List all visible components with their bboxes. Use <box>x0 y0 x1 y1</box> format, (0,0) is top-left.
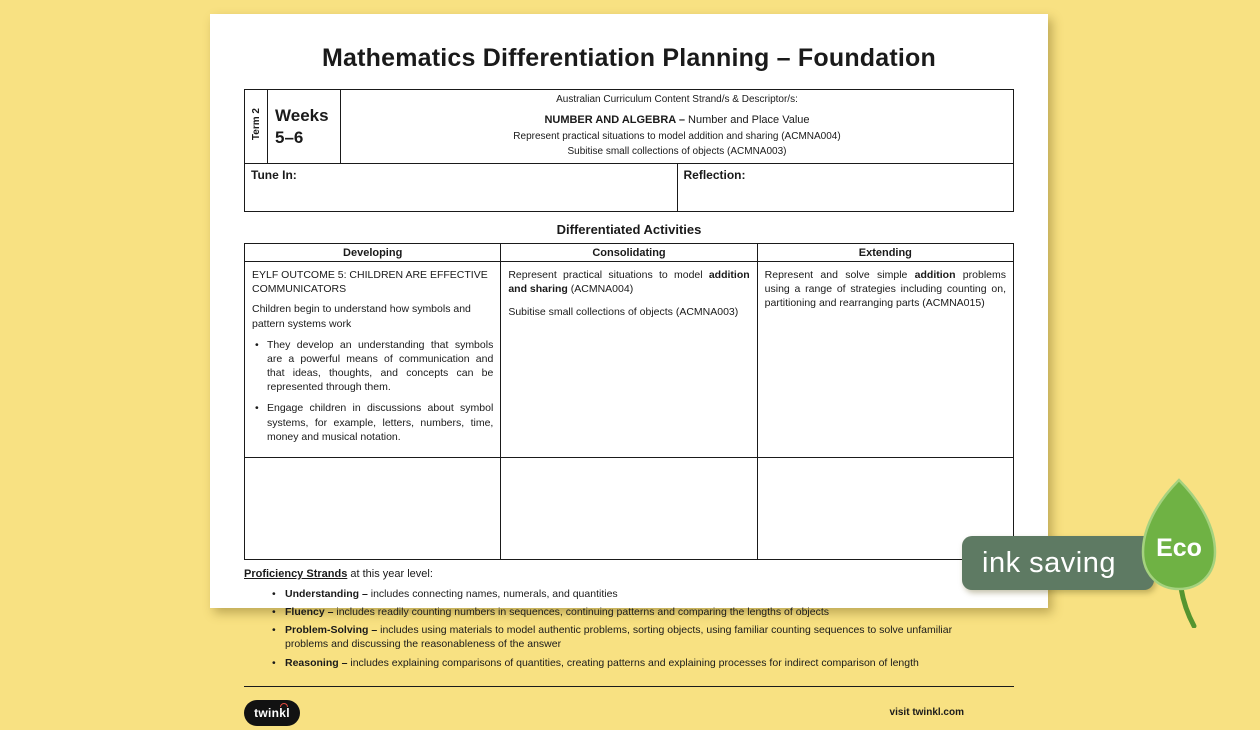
twinkl-logo-text: twinkl <box>254 705 290 720</box>
developing-cell <box>245 262 501 458</box>
extending-cell <box>757 262 1013 458</box>
consolidating-p1-bold: addition and sharing <box>508 269 750 296</box>
problem-solving-bold: Problem-Solving – <box>285 624 378 637</box>
twinkl-logo <box>244 700 300 726</box>
reflection-label: Reflection: <box>683 168 746 182</box>
curriculum-descriptor-2: Subitise small collections of objects (ACMNA003) <box>567 145 787 157</box>
worksheet-page <box>210 14 1048 720</box>
page-title: Mathematics Differentiation Planning – Foundation <box>322 44 936 72</box>
understanding-rest: includes connecting names, numerals, and quantities <box>367 587 618 600</box>
proficiency-strands-section <box>244 560 1014 687</box>
proficiency-bullet-fluency <box>272 605 987 619</box>
activities-header-row <box>245 244 1014 262</box>
eco-leaf-icon <box>1136 476 1222 628</box>
strand-rest: Number and Place Value <box>685 114 810 126</box>
proficiency-bullet-understanding <box>272 587 987 601</box>
reasoning-bold: Reasoning – <box>285 656 348 669</box>
developing-intro: Children begin to understand how symbols and pattern systems work <box>252 303 471 330</box>
column-header-extending: Extending <box>757 244 1013 262</box>
proficiency-bullet-list <box>272 587 987 670</box>
ink-saving-label: ink saving <box>982 546 1116 579</box>
extending-paragraph-1 <box>765 268 1006 311</box>
proficiency-label-bold: Proficiency Strands <box>244 567 348 580</box>
reflection-cell <box>677 164 1014 212</box>
consolidating-paragraph-1 <box>508 268 749 296</box>
reasoning-rest: includes explaining comparisons of quantities, creating patterns and explaining processes for indirect comparison of length <box>347 656 919 669</box>
consolidating-p1-pre: Represent practical situations to model <box>508 269 709 281</box>
developing-empty-cell <box>245 457 501 559</box>
page-footer <box>244 696 1014 730</box>
problem-solving-rest: includes using materials to model authentic problems, sorting objects, using familiar counting sequences to solve unfamiliar problems and discussing the reasonableness of the answer <box>285 624 953 651</box>
weeks-label-line1: Weeks <box>275 106 329 126</box>
proficiency-bullet-reasoning <box>272 656 987 670</box>
understanding-bold: Understanding – <box>285 587 368 600</box>
proficiency-strands-label <box>244 568 1014 580</box>
weeks-cell <box>268 90 341 164</box>
extending-p1-post: problems using a range of strategies including counting on, partitioning and rearranging parts (ACMNA015) <box>764 269 1006 310</box>
activities-table <box>244 243 1014 560</box>
developing-bullet-2: • Engage children in discussions about symbol systems, for example, letters, numbers, time, money and musical notation. <box>252 401 493 444</box>
consolidating-cell <box>501 262 757 458</box>
visit-twinkl-link: visit twinkl.com <box>889 707 964 719</box>
rainbow-icon <box>280 703 288 707</box>
weeks-label-line2: 5–6 <box>275 127 304 147</box>
consolidating-p1-post: (ACMNA004) <box>567 283 634 296</box>
curriculum-strand <box>351 114 1003 126</box>
curriculum-descriptor-1: Represent practical situations to model addition and sharing (ACMNA004) <box>513 131 841 142</box>
tune-in-cell <box>245 164 678 212</box>
proficiency-label-rest: at this year level: <box>347 567 433 580</box>
consolidating-paragraph-2: Subitise small collections of objects (ACMNA003) <box>508 306 739 319</box>
extending-p1-pre: Represent and solve simple <box>764 269 915 281</box>
proficiency-bullet-problem-solving <box>272 623 987 651</box>
column-header-consolidating: Consolidating <box>501 244 757 262</box>
curriculum-heading: Australian Curriculum Content Strand/s & Descriptor/s: <box>556 94 798 105</box>
tune-in-label: Tune In: <box>251 168 297 182</box>
curriculum-cell <box>341 90 1014 164</box>
term-cell <box>245 90 268 164</box>
activities-content-row <box>245 262 1014 458</box>
differentiated-activities-heading: Differentiated Activities <box>556 222 702 237</box>
developing-bullet-1: • They develop an understanding that symbols are a powerful means of communication and that ideas, thoughts, and concepts can be represented through them. <box>252 338 493 395</box>
eylf-outcome-line: EYLF OUTCOME 5: CHILDREN ARE EFFECTIVE COMMUNICATORS <box>252 269 488 296</box>
ink-saving-pill <box>962 536 1154 590</box>
fluency-rest: includes readily counting numbers in sequences, continuing patterns and comparing the lengths of objects <box>333 606 829 619</box>
developing-bullet-list <box>252 338 493 444</box>
activities-empty-row <box>245 457 1014 559</box>
consolidating-empty-cell <box>501 457 757 559</box>
term-label: Term 2 <box>250 107 262 141</box>
header-table <box>244 89 1014 212</box>
column-header-developing: Developing <box>245 244 501 262</box>
ink-saving-badge <box>962 536 1222 630</box>
strand-bold: NUMBER AND ALGEBRA – <box>544 114 685 126</box>
fluency-bold: Fluency – <box>285 606 334 619</box>
eco-label: Eco <box>1156 534 1202 562</box>
extending-p1-bold: addition <box>914 269 956 281</box>
